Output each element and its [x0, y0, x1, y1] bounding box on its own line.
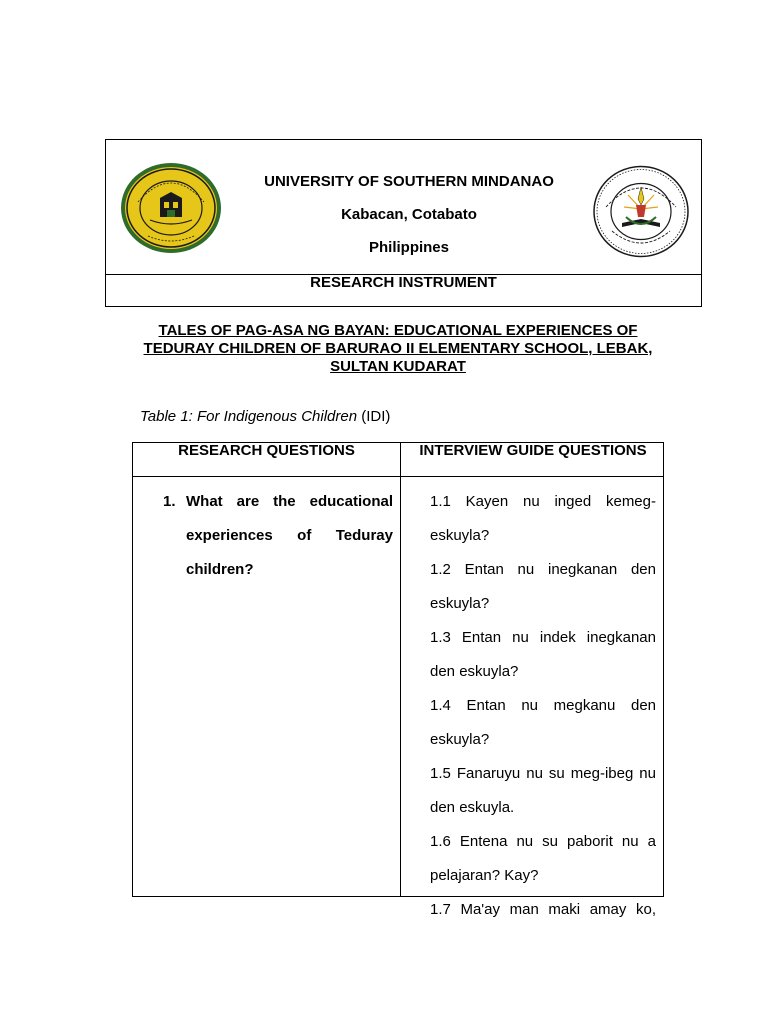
- guide-question: 1.7 Ma'ay man maki amay ko,: [430, 901, 656, 918]
- table-caption: [140, 408, 390, 425]
- interview-guide-list: [430, 485, 656, 927]
- university-seal-logo: [120, 162, 222, 254]
- table-column-divider: [400, 443, 401, 896]
- header-interview-guide-questions: INTERVIEW GUIDE QUESTIONS: [419, 442, 647, 459]
- questions-table: [132, 442, 664, 918]
- letterhead: [105, 139, 702, 307]
- guide-question: 1.1 Kayen nu inged kemeg-eskuyla?: [430, 493, 656, 544]
- college-of-education-seal-logo: [592, 165, 690, 258]
- header-research-questions: RESEARCH QUESTIONS: [178, 442, 355, 459]
- guide-question: 1.6 Entena nu su paborit nu a pelajaran? Kay?: [430, 833, 656, 884]
- guide-question: 1.3 Entan nu indek inegkanan den eskuyla?: [430, 629, 656, 680]
- research-instrument-heading: RESEARCH INSTRUMENT: [310, 274, 497, 291]
- table-header-divider: [133, 476, 663, 477]
- guide-question: 1.5 Fanaruyu nu su meg-ibeg nu den eskuyla.: [430, 765, 656, 816]
- research-question-number: 1.: [163, 493, 176, 510]
- table-caption-tag: (IDI): [361, 408, 391, 425]
- table-caption-title: Table 1: For Indigenous Children: [140, 408, 358, 425]
- letterhead-top: [106, 140, 701, 275]
- university-city: Kabacan, Cotabato: [341, 206, 477, 223]
- research-question-text: What are the educational experiences of Teduray children?: [186, 493, 393, 578]
- guide-question: 1.4 Entan nu megkanu den eskuyla?: [430, 697, 656, 748]
- university-name: UNIVERSITY OF SOUTHERN MINDANAO: [264, 173, 554, 190]
- document-title: TALES OF PAG-ASA NG BAYAN: EDUCATIONAL EXPERIENCES OF TEDURAY CHILDREN OF BARURAO II ELEMENTARY SCHOOL, LEBAK, SULTAN KUDARAT: [143, 322, 653, 375]
- university-country: Philippines: [368, 239, 449, 256]
- guide-question: 1.2 Entan nu inegkanan den eskuyla?: [430, 561, 656, 612]
